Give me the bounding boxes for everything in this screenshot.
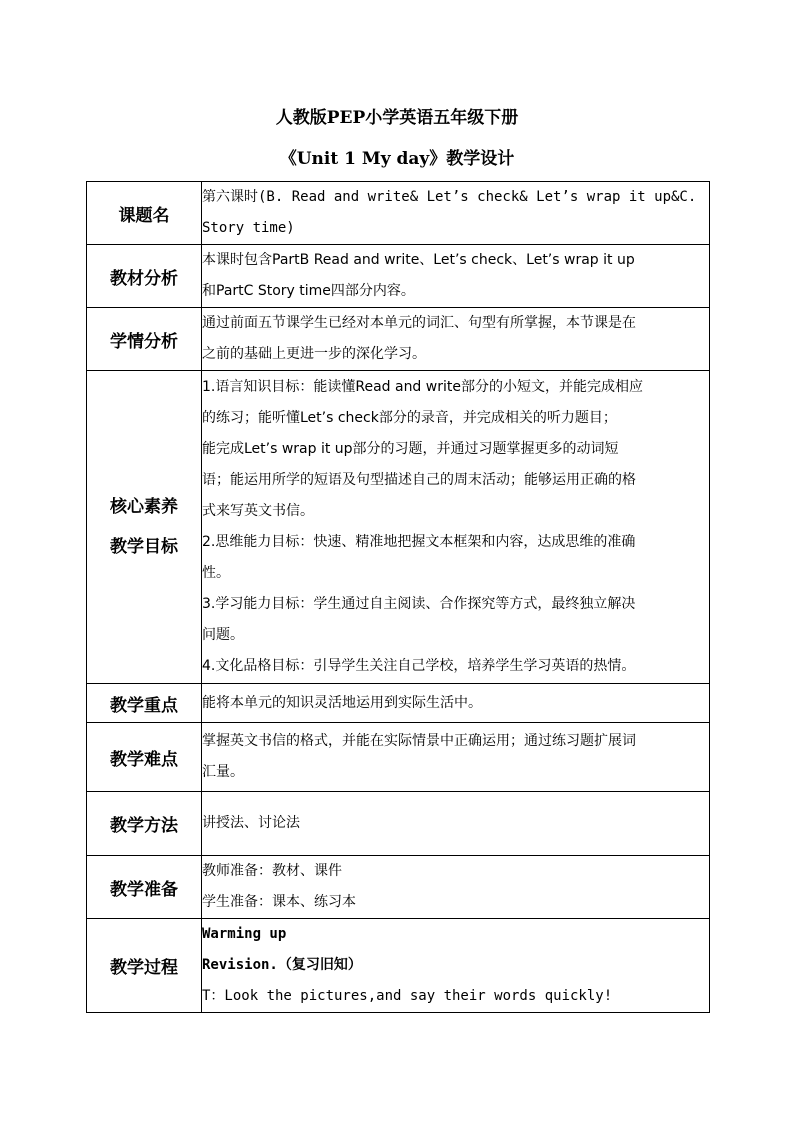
label-material: 教材分析 xyxy=(87,245,202,308)
goals-line: 语；能运用所学的短语及句型描述自己的周末活动；能够运用正确的格 xyxy=(202,472,636,488)
goals-line: 2.思维能力目标：快速、精准地把握文本框架和内容，达成思维的准确 xyxy=(202,534,636,550)
goals-line: 问题。 xyxy=(202,627,244,643)
goals-line: 性。 xyxy=(202,565,230,581)
label-preparation: 教学准备 xyxy=(87,856,202,919)
difficulties-line: 掌握英文书信的格式，并能在实际情景中正确运用；通过练习题扩展词 xyxy=(202,733,636,749)
preparation-line: 教师准备：教材、课件 xyxy=(202,863,342,879)
row-topic xyxy=(87,182,710,245)
material-line: 和PartC Story time四部分内容。 xyxy=(202,283,415,299)
material-line: 本课时包含PartB Read and write、Let’s check、Let’s wrap it up xyxy=(202,252,635,268)
key-points-line: 能将本单元的知识灵活地运用到实际生活中。 xyxy=(202,694,482,711)
content-preparation xyxy=(202,856,710,919)
label-students: 学情分析 xyxy=(87,308,202,371)
label-methods: 教学方法 xyxy=(87,792,202,856)
content-students xyxy=(202,308,710,371)
row-material xyxy=(87,245,710,308)
content-key-points xyxy=(202,684,710,723)
goals-line: 3.学习能力目标：学生通过自主阅读、合作探究等方式，最终独立解决 xyxy=(202,596,636,612)
lesson-plan-table xyxy=(86,181,710,1013)
row-preparation xyxy=(87,856,710,919)
row-key-points xyxy=(87,684,710,723)
content-methods xyxy=(202,792,710,856)
goals-line: 式来写英文书信。 xyxy=(202,503,314,519)
label-process: 教学过程 xyxy=(87,919,202,1013)
content-difficulties xyxy=(202,723,710,792)
process-line: Revision.（复习旧知） xyxy=(202,957,362,973)
topic-line: 第六课时(B. Read and write& Let’s check& Let’s wrap it up&C. xyxy=(202,189,697,205)
content-material xyxy=(202,245,710,308)
process-line: Warming up xyxy=(202,926,287,942)
row-process xyxy=(87,919,710,1013)
goals-line: 的练习；能听懂Let’s check部分的录音，并完成相关的听力题目； xyxy=(202,410,617,426)
goals-line: 能完成Let’s wrap it up部分的习题，并通过习题掌握更多的动词短 xyxy=(202,441,619,457)
label-goals xyxy=(87,371,202,684)
content-topic xyxy=(202,182,710,245)
goals-line: 4.文化品格目标：引导学生关注自己学校，培养学生学习英语的热情。 xyxy=(202,658,636,674)
goals-label-line: 核心素养 xyxy=(110,497,178,517)
students-line: 通过前面五节课学生已经对本单元的词汇、句型有所掌握，本节课是在 xyxy=(202,315,636,331)
students-line: 之前的基础上更进一步的深化学习。 xyxy=(202,346,426,362)
row-goals xyxy=(87,371,710,684)
content-process xyxy=(202,919,710,1013)
document-subtitle: 《Unit 1 My day》教学设计 xyxy=(279,149,515,169)
content-goals xyxy=(202,371,710,684)
label-key-points: 教学重点 xyxy=(87,684,202,723)
preparation-line: 学生准备：课本、练习本 xyxy=(202,894,356,910)
row-methods xyxy=(87,792,710,856)
label-topic: 课题名 xyxy=(87,182,202,245)
goals-label-line: 教学目标 xyxy=(110,537,178,557)
row-difficulties xyxy=(87,723,710,792)
process-line: T：Look the pictures,and say their words quickly! xyxy=(202,988,613,1004)
label-difficulties: 教学难点 xyxy=(87,723,202,792)
goals-line: 1.语言知识目标：能读懂Read and write部分的小短文，并能完成相应 xyxy=(202,379,643,395)
topic-line: Story time) xyxy=(202,220,295,236)
row-students xyxy=(87,308,710,371)
methods-line: 讲授法、讨论法 xyxy=(202,815,300,831)
document-title: 人教版PEP小学英语五年级下册 xyxy=(275,108,519,128)
difficulties-line: 汇量。 xyxy=(202,764,244,780)
